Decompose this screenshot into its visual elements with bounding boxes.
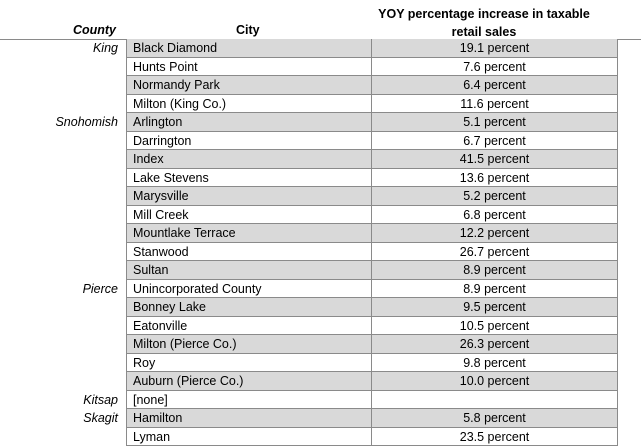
table-row: [0, 113, 641, 132]
yoy-value-cell: 13.6 percent: [372, 169, 618, 188]
yoy-value-cell: 23.5 percent: [372, 428, 618, 447]
city-cell: Mountlake Terrace: [126, 224, 372, 243]
yoy-value-cell: 8.9 percent: [372, 280, 618, 299]
county-cell: [0, 58, 118, 77]
table-row: [0, 317, 641, 336]
table-row: [0, 280, 641, 299]
table-row: [0, 39, 641, 58]
table-row: [0, 298, 641, 317]
table-header: [0, 0, 641, 40]
yoy-column-header: [374, 5, 594, 41]
table-row: [0, 169, 641, 188]
table-row: [0, 95, 641, 114]
table-row: [0, 224, 641, 243]
yoy-header-line2: retail sales: [451, 25, 517, 39]
county-cell: [0, 372, 118, 391]
table-row: [0, 243, 641, 262]
yoy-value-cell: 41.5 percent: [372, 150, 618, 169]
county-cell: [0, 150, 118, 169]
yoy-value-cell: 5.1 percent: [372, 113, 618, 132]
city-cell: Lyman: [126, 428, 372, 447]
county-cell: Kitsap: [83, 392, 118, 407]
county-cell: [0, 243, 118, 262]
county-cell: [0, 335, 118, 354]
yoy-value-cell: 8.9 percent: [372, 261, 618, 280]
yoy-value-cell: 9.8 percent: [372, 354, 618, 373]
county-cell: King: [92, 41, 118, 55]
retail-sales-table: [0, 39, 641, 446]
table-row: [0, 187, 641, 206]
table-row: [0, 428, 641, 447]
county-cell: [0, 224, 118, 243]
county-cell: [0, 354, 118, 373]
county-cell: [0, 95, 118, 114]
county-cell: Pierce: [82, 281, 118, 296]
county-cell: [0, 298, 118, 317]
yoy-value-cell: 19.1 percent: [372, 39, 618, 58]
yoy-value-cell: 9.5 percent: [372, 298, 618, 317]
table-row: [0, 335, 641, 354]
city-cell: Eatonville: [126, 317, 372, 336]
table-row: [0, 261, 641, 280]
yoy-header-line1: YOY percentage increase in taxable: [378, 7, 590, 21]
city-column-header: City: [236, 23, 260, 37]
yoy-value-cell: 11.6 percent: [372, 95, 618, 114]
county-cell: Skagit: [83, 411, 118, 425]
table-row: [0, 372, 641, 391]
city-cell: Arlington: [126, 113, 372, 132]
table-row: [0, 150, 641, 169]
table-row: [0, 391, 641, 410]
table-row: [0, 132, 641, 151]
city-cell: Stanwood: [126, 243, 372, 262]
yoy-value-cell: 5.8 percent: [372, 409, 618, 428]
city-cell: Bonney Lake: [126, 298, 372, 317]
yoy-value-cell: 26.3 percent: [372, 335, 618, 354]
city-cell: Milton (Pierce Co.): [126, 335, 372, 354]
county-cell: [0, 261, 118, 280]
yoy-value-cell: 5.2 percent: [372, 187, 618, 206]
city-cell: Hunts Point: [126, 58, 372, 77]
city-cell: Normandy Park: [126, 76, 372, 95]
county-cell: [0, 428, 118, 447]
city-cell: Unincorporated County: [126, 280, 372, 299]
county-cell: [0, 132, 118, 151]
county-cell: Snohomish: [55, 115, 118, 129]
city-cell: Sultan: [126, 261, 372, 280]
table-row: [0, 409, 641, 428]
city-cell: [none]: [126, 391, 372, 410]
county-cell: [0, 206, 118, 225]
table-row: [0, 354, 641, 373]
yoy-value-cell: 26.7 percent: [372, 243, 618, 262]
county-cell: [0, 76, 118, 95]
yoy-value-cell: 6.7 percent: [372, 132, 618, 151]
city-cell: Index: [126, 150, 372, 169]
yoy-value-cell: 6.8 percent: [372, 206, 618, 225]
city-cell: Milton (King Co.): [126, 95, 372, 114]
city-cell: Marysville: [126, 187, 372, 206]
city-cell: Mill Creek: [126, 206, 372, 225]
yoy-value-cell: [372, 391, 618, 410]
yoy-value-cell: 10.5 percent: [372, 317, 618, 336]
yoy-value-cell: 12.2 percent: [372, 224, 618, 243]
city-cell: Black Diamond: [126, 39, 372, 58]
yoy-value-cell: 7.6 percent: [372, 58, 618, 77]
table-row: [0, 206, 641, 225]
city-cell: Lake Stevens: [126, 169, 372, 188]
table-row: [0, 76, 641, 95]
county-cell: [0, 169, 118, 188]
table-row: [0, 58, 641, 77]
yoy-value-cell: 10.0 percent: [372, 372, 618, 391]
county-cell: [0, 187, 118, 206]
city-cell: Roy: [126, 354, 372, 373]
city-cell: Auburn (Pierce Co.): [126, 372, 372, 391]
city-cell: Darrington: [126, 132, 372, 151]
city-cell: Hamilton: [126, 409, 372, 428]
county-column-header: County: [72, 23, 116, 37]
yoy-value-cell: 6.4 percent: [372, 76, 618, 95]
county-cell: [0, 317, 118, 336]
